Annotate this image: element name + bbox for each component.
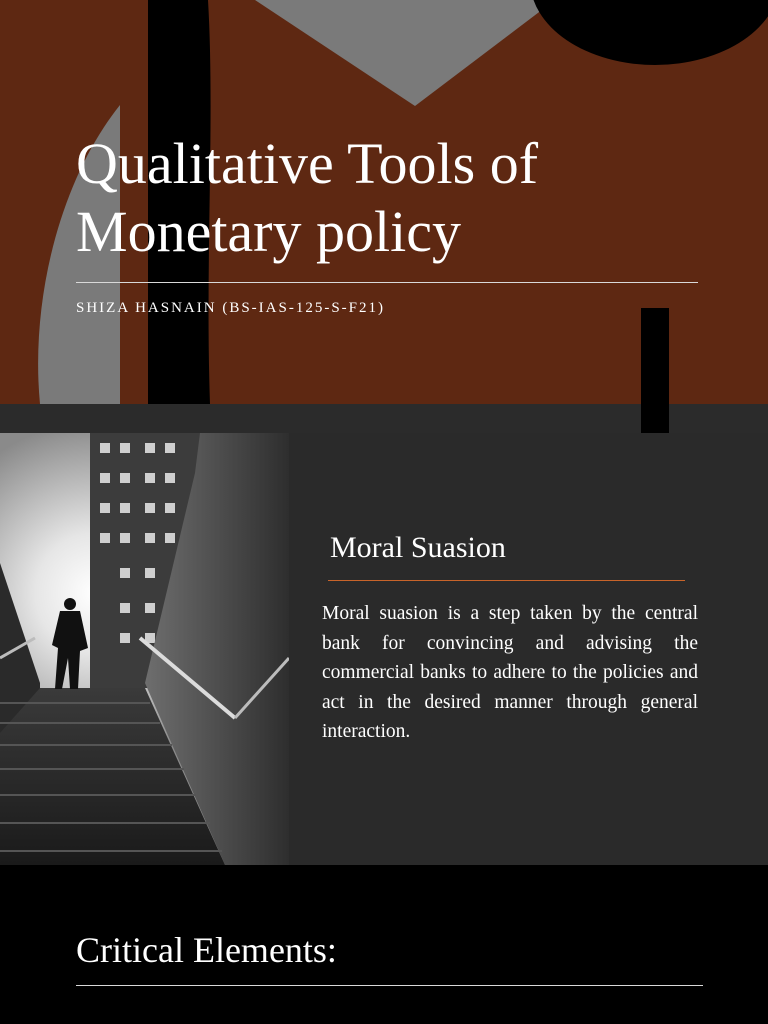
gray-chevron-shape xyxy=(255,0,555,106)
moral-suasion-slide xyxy=(0,433,768,865)
critical-elements-heading: Critical Elements: xyxy=(76,930,337,970)
critical-elements-slide xyxy=(0,865,768,1024)
section-heading: Moral Suasion xyxy=(330,531,506,564)
black-circle-shape xyxy=(530,0,768,65)
author-name: SHIZA HASNAIN (BS-IAS-125-S-F21) xyxy=(76,300,386,316)
presentation-title xyxy=(76,130,716,266)
title-line-2: Monetary policy xyxy=(76,199,461,264)
section-accent-divider xyxy=(328,580,685,581)
critical-elements-divider xyxy=(76,985,703,986)
footer-black-bar xyxy=(641,404,669,433)
title-divider xyxy=(76,282,698,283)
black-bar-shape xyxy=(641,308,669,404)
title-line-1: Qualitative Tools of xyxy=(76,131,539,196)
title-slide xyxy=(0,0,768,433)
section-body-text: Moral suasion is a step taken by the central bank for convincing and advising the commercial banks to adhere to the policies and act in the desired manner through general interaction. xyxy=(322,603,698,742)
stairs-photo xyxy=(0,433,289,865)
